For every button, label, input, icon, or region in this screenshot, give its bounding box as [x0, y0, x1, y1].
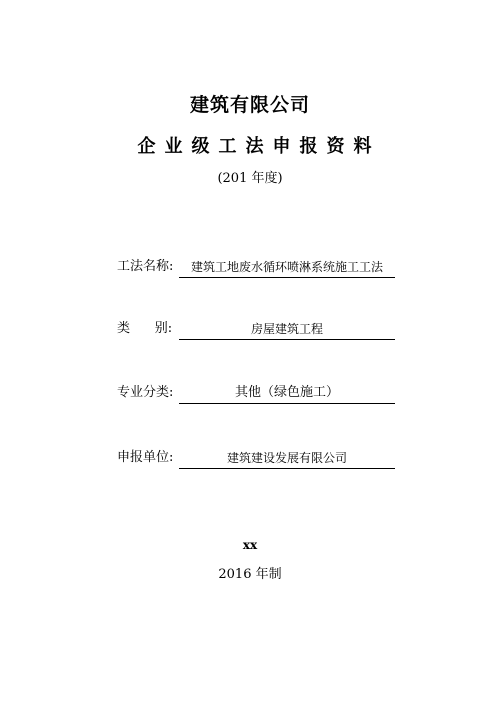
field-label-method-name: 工法名称: — [117, 259, 174, 274]
field-value-category: 房屋建筑工程 — [179, 320, 395, 340]
field-value-applicant: 建筑建设发展有限公司 — [179, 449, 395, 469]
field-value-specialty: 其他（绿色施工） — [179, 384, 395, 404]
document-title: 企业级工法申报资料 — [137, 136, 381, 157]
field-label-category: 类 别: — [117, 321, 173, 336]
field-applicant — [117, 449, 397, 469]
footer-name: xx — [242, 538, 258, 552]
field-label-specialty: 专业分类: — [117, 385, 174, 400]
company-name: 建筑有限公司 — [189, 94, 310, 116]
field-value-method-name: 建筑工地废水循环喷淋系统施工工法 — [179, 258, 395, 278]
field-label-applicant: 申报单位: — [117, 450, 174, 465]
field-category — [117, 320, 397, 340]
footer-date: 2016 年制 — [218, 567, 282, 582]
field-specialty — [117, 384, 397, 404]
field-method-name — [117, 258, 397, 278]
year-line: (201 年度) — [217, 171, 283, 186]
